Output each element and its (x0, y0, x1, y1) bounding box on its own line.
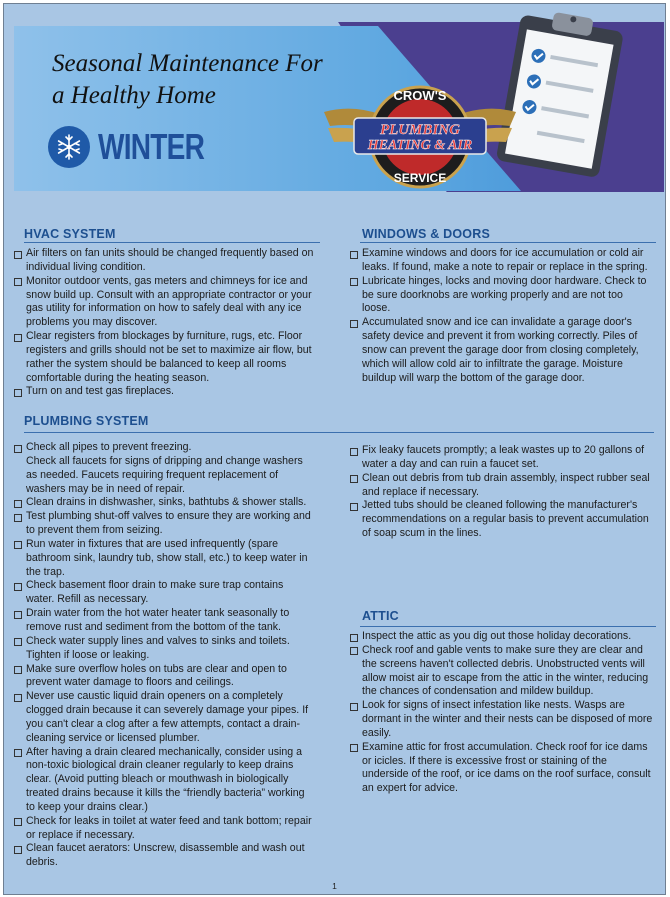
list-item: Examine windows and doors for ice accumulation or cold air leaks. If found, make a note to repair or replace in the spring. (350, 247, 652, 275)
list-item: Inspect the attic as you dig out those holiday decorations. (350, 630, 654, 644)
season-badge (48, 126, 234, 168)
list-item: Never use caustic liquid drain openers on a completely clogged drain because it can severely damage your pipes. If you can't clear a clog after a few attempts, contact a drain-cleaning service or licensed plumber. (14, 690, 314, 745)
list-item: Examine attic for frost accumulation. Check roof for ice dams or icicles. If there is excessive frost or staining of the underside of the roof, or ice dams on the roof surface, consult an expert for advice. (350, 741, 654, 796)
section-title-attic: ATTIC (362, 609, 399, 623)
section-title-windows: WINDOWS & DOORS (362, 227, 490, 241)
hvac-list (14, 247, 314, 399)
attic-list (350, 630, 654, 796)
list-item: Check for leaks in toilet at water feed and tank bottom; repair or replace if necessary. (14, 815, 314, 843)
section-rule (24, 432, 654, 433)
list-item: Check all pipes to prevent freezing. (14, 441, 314, 455)
list-item: Accumulated snow and ice can invalidate a garage door's safety device and prevent it from working correctly. Piles of snow can prevent the garage door from closing completely, which will allow cold air to infiltrate the garage. Moisture buildup will warp the bottom of the garage door. (350, 316, 652, 385)
list-item: Make sure overflow holes on tubs are clear and open to prevent water damage to floors and ceilings. (14, 663, 314, 691)
list-item: Fix leaky faucets promptly; a leak wastes up to 20 gallons of water a day and can ruin a faucet set. (350, 444, 650, 472)
document-page (3, 3, 666, 895)
list-item: Turn on and test gas fireplaces. (14, 385, 314, 399)
snowflake-icon (48, 126, 90, 168)
section-rule (360, 242, 656, 243)
list-item: Clean out debris from tub drain assembly, inspect rubber seal and replace if necessary. (350, 472, 650, 500)
logo-bottom-text: SERVICE (393, 171, 447, 185)
page-number: 1 (332, 881, 337, 891)
list-item: Check roof and gable vents to make sure they are clear and the screens haven't collected debris. Unobstructed vents will allow moist air to escape from the attic in the winter, reducing the chances of condensation and mildew buildup. (350, 644, 654, 699)
list-item: Check water supply lines and valves to sinks and toilets. Tighten if loose or leaking. (14, 635, 314, 663)
section-rule (24, 242, 320, 243)
title-line-1: Seasonal Maintenance For (52, 50, 323, 77)
list-item: Look for signs of insect infestation like nests. Wasps are dormant in the winter and their nests can be disposed of more easily. (350, 699, 654, 741)
title-line-2: a Healthy Home (52, 82, 216, 109)
list-item: Clean faucet aerators: Unscrew, disassemble and wash out debris. (14, 842, 314, 870)
company-logo (320, 82, 520, 197)
season-label: WINTER (98, 126, 205, 167)
plumbing-list-right (350, 444, 650, 541)
list-item: Clean drains in dishwasher, sinks, bathtubs & shower stalls. (14, 496, 314, 510)
list-item-continued: Check all faucets for signs of dripping and change washers as needed. Faucets requiring frequent replacement of washers may be in need of repair. (26, 454, 303, 495)
list-item: Drain water from the hot water heater tank seasonally to remove rust and sediment from the bottom of the tank. (14, 607, 314, 635)
list-item: Air filters on fan units should be changed frequently based on individual living condition. (14, 247, 314, 275)
windows-list (350, 247, 652, 385)
logo-top-text: CROW'S (393, 88, 447, 103)
section-title-plumbing: PLUMBING SYSTEM (24, 414, 149, 428)
list-item: Jetted tubs should be cleaned following the manufacturer's recommendations on a regular basis to prevent accumulation of soap scum in the lines. (350, 499, 650, 541)
list-item: Test plumbing shut-off valves to ensure they are working and to prevent them from seizing. (14, 510, 314, 538)
logo-line-2: HEATING & AIR (367, 138, 473, 153)
list-item: Lubricate hinges, locks and moving door hardware. Check to be sure doorknobs are working properly and are not too loose. (350, 275, 652, 317)
plumbing-list-left (14, 441, 314, 870)
list-item: Clear registers from blockages by furniture, rugs, etc. Floor registers and grills should not be set to maximize air flow, but rather the system should be balanced to keep all rooms comfortable during the heating season. (14, 330, 314, 385)
section-title-hvac: HVAC SYSTEM (24, 227, 116, 241)
logo-line-1: PLUMBING (379, 122, 461, 138)
list-item: Run water in fixtures that are used infrequently (spare bathroom sink, laundry tub, show stall, etc.) to keep water in the trap. (14, 538, 314, 580)
list-item: Check basement floor drain to make sure trap contains water. Refill as necessary. (14, 579, 314, 607)
section-rule (360, 626, 656, 627)
list-item: Monitor outdoor vents, gas meters and chimneys for ice and snow build up. Consult with an appropriate contractor or your gas utility for information on how to safely deal with any ice problems you may discover. (14, 275, 314, 330)
list-item: After having a drain cleared mechanically, consider using a non-toxic biological drain cleaner regularly to keep drains clear. (Avoid putting bleach or mouthwash in biologically treated drains because it kills the “friendly bacteria” working to keep your drains clear.) (14, 746, 314, 815)
